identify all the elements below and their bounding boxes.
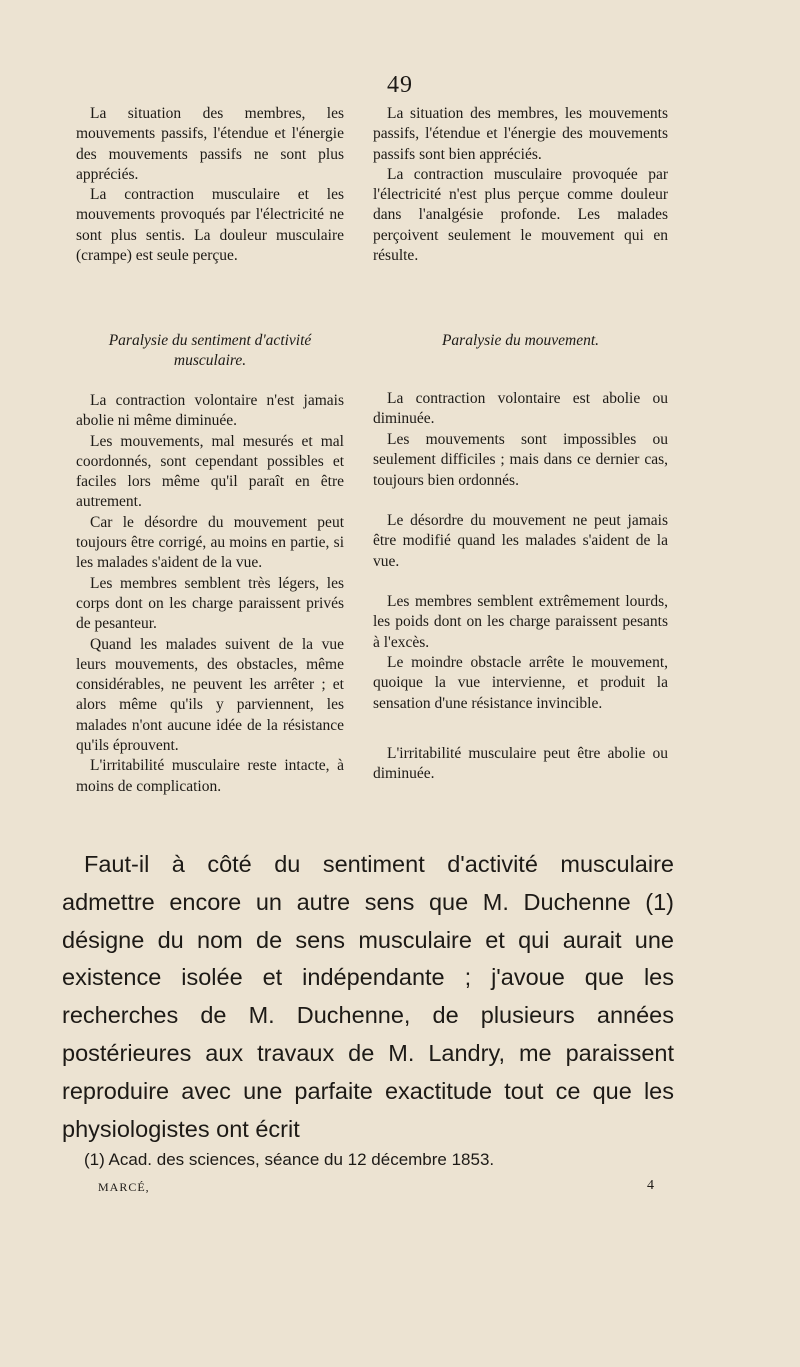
page-number: 49 [387,72,413,98]
right-paragraph-block [373,511,668,572]
left-intro-paragraph: La contraction musculaire et les mouvements provoqués par l'électricité ne sont plus sentis. La douleur musculaire (crampe) est seule perçue. [76,186,344,265]
right-intro [373,104,668,266]
right-paragraph-block [373,430,668,491]
left-intro [76,104,344,266]
main-paragraph: Faut-il à côté du sentiment d'activité musculaire admettre encore un autre sens que M. Duchenne (1) désigne du nom de sens musculaire et qui aurait une existence isolée et indépendante ; j'avoue que les recherches de M. Duchenne, de plusieurs années postérieures aux travaux de M. Landry, me paraissent reproduire avec une parfaite exactitude tout ce que les physiologistes ont écrit [62,851,674,1142]
right-paragraph-block [373,389,668,430]
left-paragraph: L'irritabilité musculaire reste intacte, à moins de complication. [76,757,344,795]
right-intro-paragraph: La situation des membres, les mouvements passifs, l'étendue et l'énergie des mouvements passifs sont bien appréciés. [373,105,668,163]
right-paragraph: Le moindre obstacle arrête le mouvement, quoique la vue intervienne, et produit la sensation d'une résistance invincible. [373,654,668,712]
footnote: (1) Acad. des sciences, séance du 12 décembre 1853. [84,1150,495,1169]
right-heading: Paralysie du mouvement. [441,332,600,349]
right-paragraph-block [373,653,668,714]
left-paragraph: Les membres semblent très légers, les corps dont on les charge paraissent privés de pesanteur. [76,574,344,633]
right-paragraph: Les mouvements sont impossibles ou seulement difficiles ; mais dans ce dernier cas, toujours bien ordonnés. [373,431,668,489]
left-paragraph: La contraction volontaire n'est jamais abolie ni même diminuée. [76,392,344,430]
left-paragraph: Les mouvements, mal mesurés et mal coordonnés, sont cependant possibles et faciles lors même qu'il paraît en être autrement. [76,432,344,511]
signature-mark: MARCÉ, [98,1180,150,1194]
right-paragraph: Les membres semblent extrêmement lourds, les poids dont on les charge paraissent pesants à l'excès. [373,593,668,651]
right-intro-paragraph: La contraction musculaire provoquée par l'électricité n'est plus perçue comme douleur dans l'analgésie profonde. Les malades perçoivent seulement le mouvement qui en résulte. [373,165,668,265]
right-paragraph: L'irritabilité musculaire peut être abolie ou diminuée. [373,745,668,783]
right-paragraph: Le désordre du mouvement ne peut jamais être modifié quand les malades s'aident de la vue. [373,512,668,570]
left-intro-paragraph: La situation des membres, les mouvements passifs, l'étendue et l'énergie des mouvements passifs ne sont plus appréciés. [76,105,344,183]
left-paragraph: Quand les malades suivent de la vue leurs mouvements, des obstacles, même considérables, ne peuvent les arrêter ; et alors même qu'ils y parviennent, les malades n'ont aucune idée de la résistance qu'ils éprouvent. [76,635,344,755]
left-paragraph: Car le désordre du mouvement peut toujours être corrigé, au moins en partie, si les malades s'aident de la vue. [76,513,344,572]
right-paragraph-block [373,744,668,785]
right-paragraph-block [373,592,668,653]
right-paragraph: La contraction volontaire est abolie ou diminuée. [373,390,668,428]
signature-number: 4 [647,1178,654,1193]
main-text [62,846,674,1148]
left-heading: Paralysie du sentiment d'activité musculaire. [108,332,312,369]
left-body [76,391,344,797]
